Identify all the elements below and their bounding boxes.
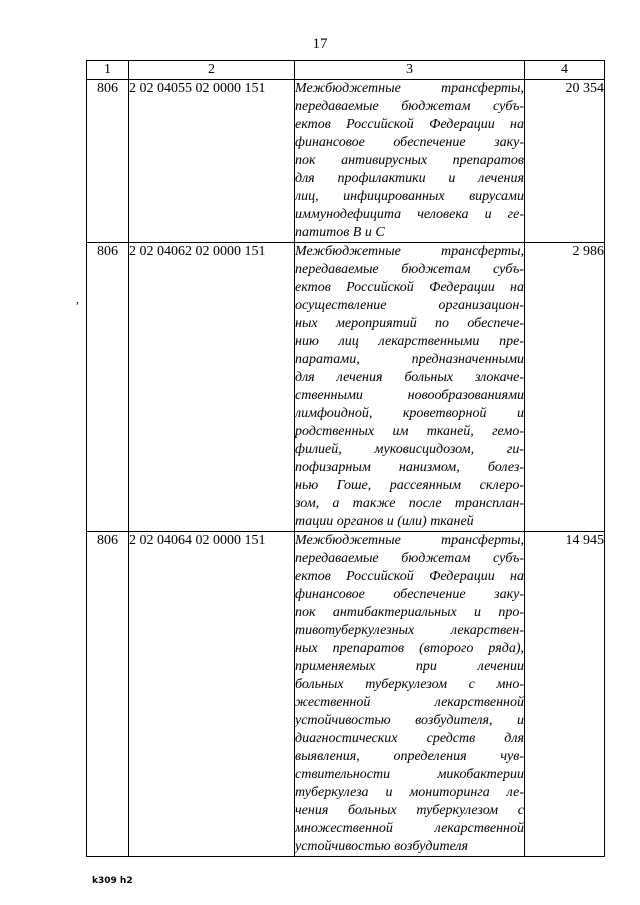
description-cell [295,243,525,532]
description-line: иммунодефицита человека и ге- [295,207,524,222]
description-cell [295,532,525,857]
header-row [87,61,605,80]
description-line: ных мероприятий по обеспече- [295,316,524,331]
description-line: ствительности микобактерии [295,767,524,782]
column-header-1: 1 [87,61,129,80]
description-line: пок антибактериальных и про- [295,605,524,620]
description-line: устойчивостью возбудителя [295,839,469,854]
description-line: ектов Российской Федерации на [295,280,524,295]
budget-code-cell: 2 02 04064 02 0000 151 [129,532,295,857]
table-row [87,243,605,532]
description-line: для лечения больных злокаче- [295,370,524,385]
description-line: ектов Российской Федерации на [295,569,524,584]
admin-code-cell: 806 [87,243,129,532]
description-line: ных препаратов (второго ряда), [295,641,524,656]
description-line: Межбюджетные трансферты, [295,533,524,548]
description-line: патитов В и С [295,225,385,240]
description-line: ственными новообразованиями [295,388,524,403]
page-number: 17 [312,36,328,52]
description-line: ектов Российской Федерации на [295,117,524,132]
description-line: применяемых при лечении [295,659,524,674]
budget-code-cell: 2 02 04062 02 0000 151 [129,243,295,532]
description-line: паратами, предназначенными [295,352,524,367]
amount-cell: 14 945 [525,532,605,857]
description-line: для профилактики и лечения [295,171,524,186]
description-line: передаваемые бюджетам субъ- [295,99,524,114]
description-cell [295,80,525,243]
description-line: пок антивирусных препаратов [295,153,524,168]
description-line: устойчивостью возбудителя, и [295,713,524,728]
table-row [87,532,605,857]
budget-code-cell: 2 02 04055 02 0000 151 [129,80,295,243]
description-line: зом, а также после трансплан- [295,496,524,511]
description-line: тации органов и (или) тканей [295,514,474,529]
description-line: диагностических средств для [295,731,524,746]
description-line: множественной лекарственной [295,821,524,836]
admin-code-cell: 806 [87,80,129,243]
amount-cell: 2 986 [525,243,605,532]
description-line: выявления, определения чув- [295,749,524,764]
description-line: нию лиц лекарственными пре- [295,334,524,349]
column-header-4: 4 [525,61,605,80]
table-row [87,80,605,243]
column-header-2: 2 [129,61,295,80]
description-line: нью Гоше, рассеянным склеро- [295,478,524,493]
admin-code-cell: 806 [87,532,129,857]
description-line: филией, муковисцидозом, ги- [295,442,524,457]
description-line: Межбюджетные трансферты, [295,81,524,96]
footer-code: k309 h2 [92,876,133,886]
description-line: родственных им тканей, гемо- [295,424,524,439]
column-header-3: 3 [295,61,525,80]
description-line: жественной лекарственной [295,695,524,710]
description-line: лимфоидной, кроветворной и [295,406,524,421]
description-line: передаваемые бюджетам субъ- [295,551,524,566]
description-line: больных туберкулезом с мно- [295,677,524,692]
description-line: пофизарным нанизмом, болез- [295,460,524,475]
description-line: чения больных туберкулезом с [295,803,524,818]
amount-cell: 20 354 [525,80,605,243]
description-line: Межбюджетные трансферты, [295,244,524,259]
description-line: осуществление организацион- [295,298,524,313]
stray-mark: , [76,292,79,306]
budget-table [86,60,605,857]
description-line: туберкулеза и мониторинга ле- [295,785,524,800]
description-line: передаваемые бюджетам субъ- [295,262,524,277]
description-line: финансовое обеспечение заку- [295,135,524,150]
description-line: тивотуберкулезных лекарствен- [295,623,524,638]
description-line: лиц, инфицированных вирусами [295,189,524,204]
description-line: финансовое обеспечение заку- [295,587,524,602]
